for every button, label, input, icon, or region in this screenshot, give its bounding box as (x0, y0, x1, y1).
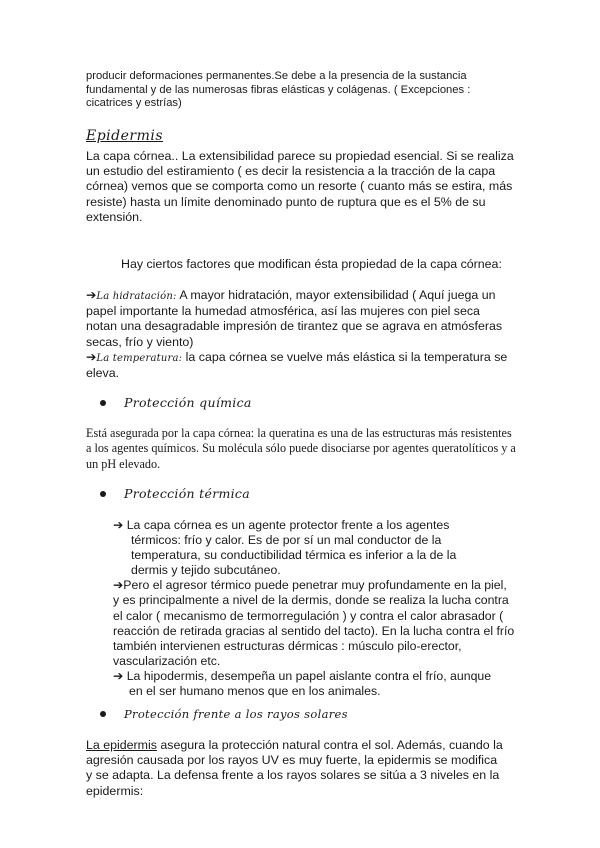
text-line: dermis y tejido subcutáneo. (131, 563, 281, 578)
text-line: córnea) vemos que se comporta como un resorte ( cuanto más se estira, más (86, 179, 513, 194)
text-line: vascularización etc. (113, 653, 221, 668)
text-line: y se adapta. La defensa frente a los rayos solares se sitúa a 3 niveles en la (86, 768, 500, 783)
text-line: A mayor hidratación, mayor extensibilidad ( Aquí juega un (176, 288, 496, 302)
bullet-icon (100, 711, 106, 717)
text-line: también intervienen estructuras dérmicas : músculo pilo-erector, (113, 638, 462, 653)
text-line: epidermis: (86, 783, 144, 798)
termica-heading (100, 486, 250, 501)
quimica-heading (100, 395, 252, 410)
text-line: un pH elevado. (86, 456, 161, 471)
heading-text: Protección térmica (124, 486, 250, 501)
heading-text: Protección química (124, 395, 252, 410)
termica-item-2 (113, 578, 523, 669)
text-line: en el ser humano menos que en los animales. (129, 684, 381, 699)
intro-paragraph (86, 70, 506, 111)
text-line: resiste) hasta un límite denominado punto de ruptura que es el 5% de su (86, 194, 486, 209)
hidratacion-label: La hidratación: (96, 291, 177, 302)
text-line: secas, frío y viento) (86, 334, 194, 349)
quimica-paragraph (86, 426, 516, 472)
text-line: temperatura, su conductibilidad térmica es inferior a la de la (131, 548, 457, 563)
temperatura-label: La temperatura: (96, 352, 183, 364)
text-line: a los agentes químicos. Su molécula sólo puede disociarse por agentes queratolíticos y a (86, 441, 516, 456)
text-line: papel importante la humedad atmosférica, así las mujeres con piel seca (86, 304, 480, 319)
hidratacion-item (86, 288, 516, 350)
termica-list (113, 518, 523, 699)
text-line: reacción de retirada gracias al sentido del tacto). En la lucha contra el frío (113, 623, 515, 638)
arrow-icon: ➔ (86, 288, 97, 302)
text-line: ➔Pero el agresor térmico puede penetrar muy profundamente en la piel, (113, 578, 507, 593)
termica-item-1 (113, 518, 523, 578)
text-line: agresión causada por los rayos UV es muy fuerte, la epidermis se modifica (86, 753, 498, 768)
heading-text: Protección frente a los rayos solares (124, 707, 348, 721)
text-line: asegura la protección natural contra el sol. Además, cuando la (156, 738, 503, 752)
text-line: y es principalmente a nivel de la dermis, donde se realiza la lucha contra (113, 593, 509, 608)
text-line: producir deformaciones permanentes.Se debe a la presencia de la sustancia (86, 70, 467, 82)
text-line: la capa córnea se vuelve más elástica si la temperatura se (182, 349, 508, 364)
text-line: notan una desagradable impresión de tirantez que se agrava en atmósferas (86, 319, 503, 334)
epidermis-heading: Epidermis (86, 128, 164, 144)
text-line: ➔ La hipodermis, desempeña un papel aislante contra el frío, aunque (113, 668, 492, 683)
temperatura-item (86, 350, 516, 381)
text-line: el calor ( mecanismo de termorregulación ) y contra el calor abrasador ( (113, 608, 504, 623)
text-line: extensión. (86, 209, 143, 224)
text-line: eleva. (86, 366, 120, 381)
termica-item-3 (113, 669, 523, 699)
epidermis-link-text: La epidermis (86, 738, 157, 752)
text-line: Está asegurada por la capa córnea: la queratina es una de las estructuras más resistentes (86, 426, 512, 440)
text-line: ➔ La capa córnea es un agente protector frente a los agentes (113, 518, 450, 532)
text-line: fundamental y de las numerosas fibras elásticas y colágenas. ( Excepciones : (86, 83, 471, 96)
capa-cornea-paragraph (86, 149, 516, 225)
text-line: cicatrices y estrías) (86, 97, 182, 109)
text-line: La capa córnea.. La extensibilidad parece su propiedad esencial. Si se realiza (86, 149, 514, 163)
solares-paragraph (86, 738, 516, 799)
text-line: un estudio del estiramiento ( es decir la resistencia a la tracción de la capa (86, 164, 496, 179)
factores-line: Hay ciertos factores que modifican ésta propiedad de la capa córnea: (121, 257, 502, 271)
bullet-icon (100, 491, 106, 497)
factors-list (86, 288, 516, 381)
arrow-icon: ➔ (86, 349, 97, 364)
solares-heading (100, 707, 348, 721)
text-line: térmicos: frío y calor. Es de por sí un mal conductor de la (131, 533, 442, 548)
bullet-icon (100, 400, 106, 406)
